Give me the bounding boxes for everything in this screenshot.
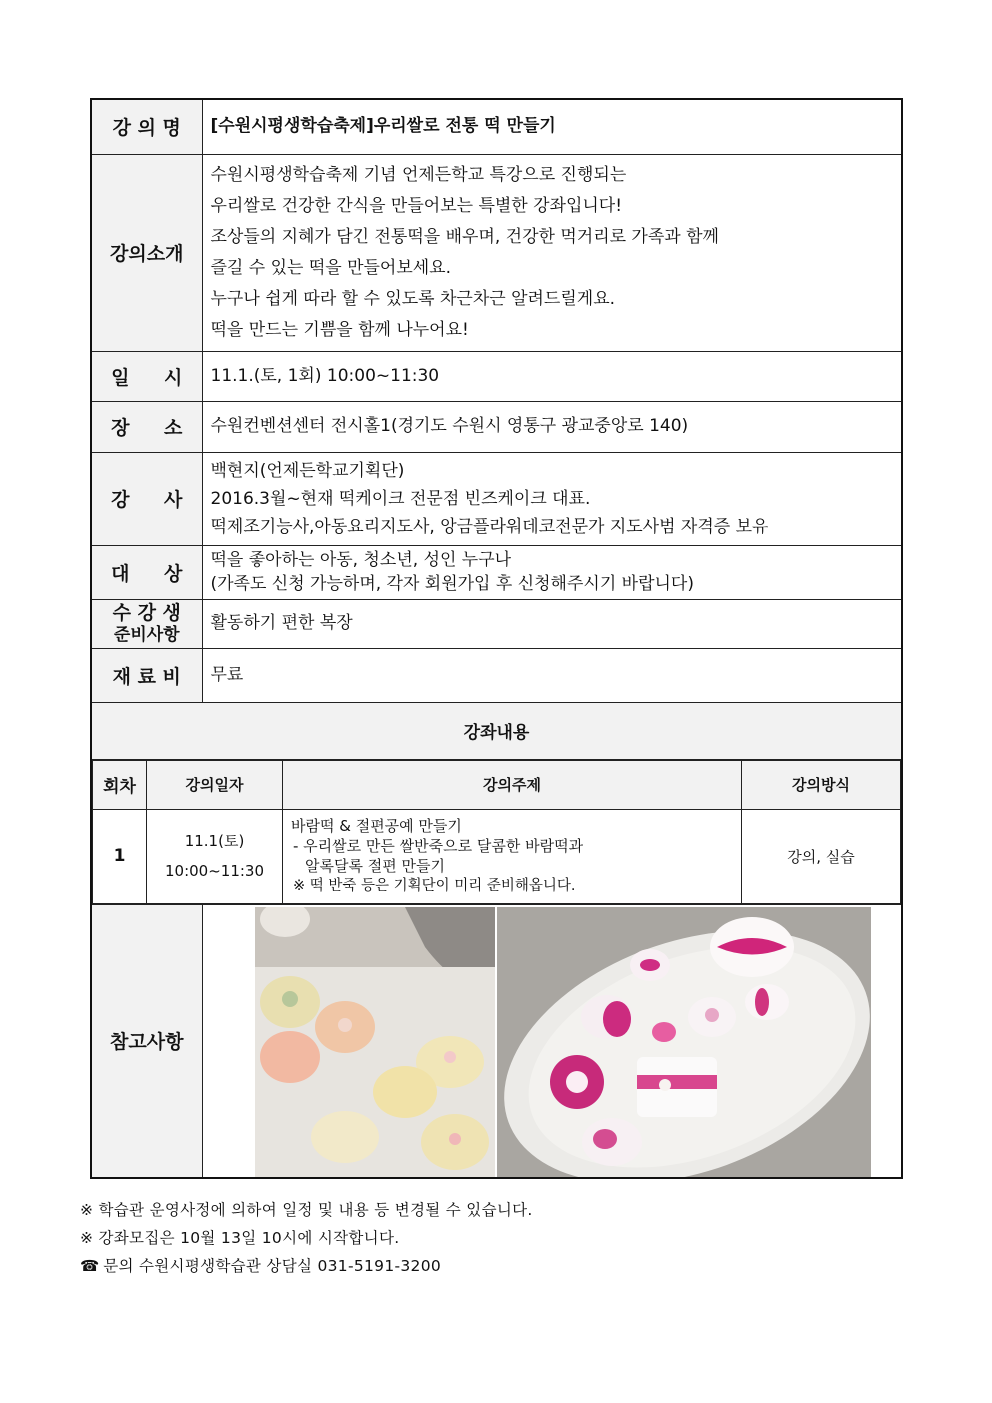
rice-cake-image-2: [497, 907, 871, 1177]
instructor-line: 백현지(언제든학교기획단): [210, 460, 405, 481]
course-name-label: 강 의 명: [91, 99, 202, 154]
session-no: 1: [93, 809, 147, 903]
target-line: (가족도 신청 가능하며, 각자 회원가입 후 신청해주시기 바랍니다): [210, 574, 694, 594]
footer-notes: [80, 1196, 533, 1280]
schedule-table: [92, 760, 901, 904]
reference-label: 참고사항: [91, 904, 202, 1178]
intro-line: 즐길 수 있는 떡을 만들어보세요.: [210, 257, 452, 278]
course-info-table: [90, 98, 903, 1179]
intro-label: 강의소개: [91, 154, 202, 351]
instructor-line: 떡제조기능사,아동요리지도사, 앙금플라워데코전문가 지도사범 자격증 보유: [210, 516, 769, 537]
intro-line: 우리쌀로 건강한 간식을 만들어보는 특별한 강좌입니다!: [210, 195, 623, 216]
schedule-row: [93, 809, 901, 903]
target-value: [202, 545, 902, 599]
place-label: 장 소: [91, 401, 202, 452]
schedule-section-title: 강좌내용: [91, 702, 902, 759]
date-label: 일 시: [91, 351, 202, 401]
session-topic: 바람떡 & 절편공예 만들기 - 우리쌀로 만든 쌀반죽으로 달콤한 바람떡과 알록달록 절편 만들기 ※ 떡 반죽 등은 기획단이 미리 준비해옵니다.: [283, 809, 742, 903]
contact-text: 문의 수원시평생학습관 상담실 031-5191-3200: [103, 1257, 442, 1275]
reference-photos: [202, 904, 902, 1178]
rice-cake-photo-left: [255, 907, 495, 1177]
header-date: 강의일자: [147, 760, 283, 809]
session-date: 11.1(토) 10:00~11:30: [147, 809, 283, 903]
fee-value: 무료: [202, 648, 902, 702]
instructor-label: 강 사: [91, 452, 202, 545]
session-method: 강의, 실습: [742, 809, 901, 903]
note-contact: [80, 1252, 533, 1280]
place-value: 수원컨벤션센터 전시홀1(경기도 수원시 영통구 광교중앙로 140): [202, 401, 902, 452]
instructor-line: 2016.3월~현재 떡케이크 전문점 빈즈케이크 대표.: [210, 488, 591, 509]
instructor-value: [202, 452, 902, 545]
course-name: [수원시평생학습축제]우리쌀로 전통 떡 만들기: [202, 99, 902, 154]
rice-cake-photo-right: [497, 907, 871, 1177]
header-topic: 강의주제: [283, 760, 742, 809]
note-change: ※ 학습관 운영사정에 의하여 일정 및 내용 등 변경될 수 있습니다.: [80, 1201, 533, 1219]
target-line: 떡을 좋아하는 아동, 청소년, 성인 누구나: [210, 550, 512, 570]
rice-cake-image-1: [255, 907, 495, 1177]
target-label: 대 상: [91, 545, 202, 599]
intro-line: 조상들의 지혜가 담긴 전통떡을 배우며, 건강한 먹거리로 가족과 함께: [210, 226, 719, 247]
intro-line: 수원시평생학습축제 기념 언제든학교 특강으로 진행되는: [210, 164, 627, 185]
fee-label: 재 료 비: [91, 648, 202, 702]
date-value: 11.1.(토, 1회) 10:00~11:30: [202, 351, 902, 401]
prep-label: 수 강 생 준비사항: [91, 599, 202, 648]
intro-line: 누구나 쉽게 따라 할 수 있도록 차근차근 알려드릴게요.: [210, 288, 616, 309]
phone-icon: ☎: [80, 1257, 100, 1275]
header-method: 강의방식: [742, 760, 901, 809]
course-info-sheet: [90, 98, 903, 1179]
note-recruit: ※ 강좌모집은 10월 13일 10시에 시작합니다.: [80, 1229, 400, 1247]
intro-line: 떡을 만드는 기쁨을 함께 나누어요!: [210, 319, 469, 340]
prep-value: 활동하기 편한 복장: [202, 599, 902, 648]
intro-text: [202, 154, 902, 351]
header-no: 회차: [93, 760, 147, 809]
